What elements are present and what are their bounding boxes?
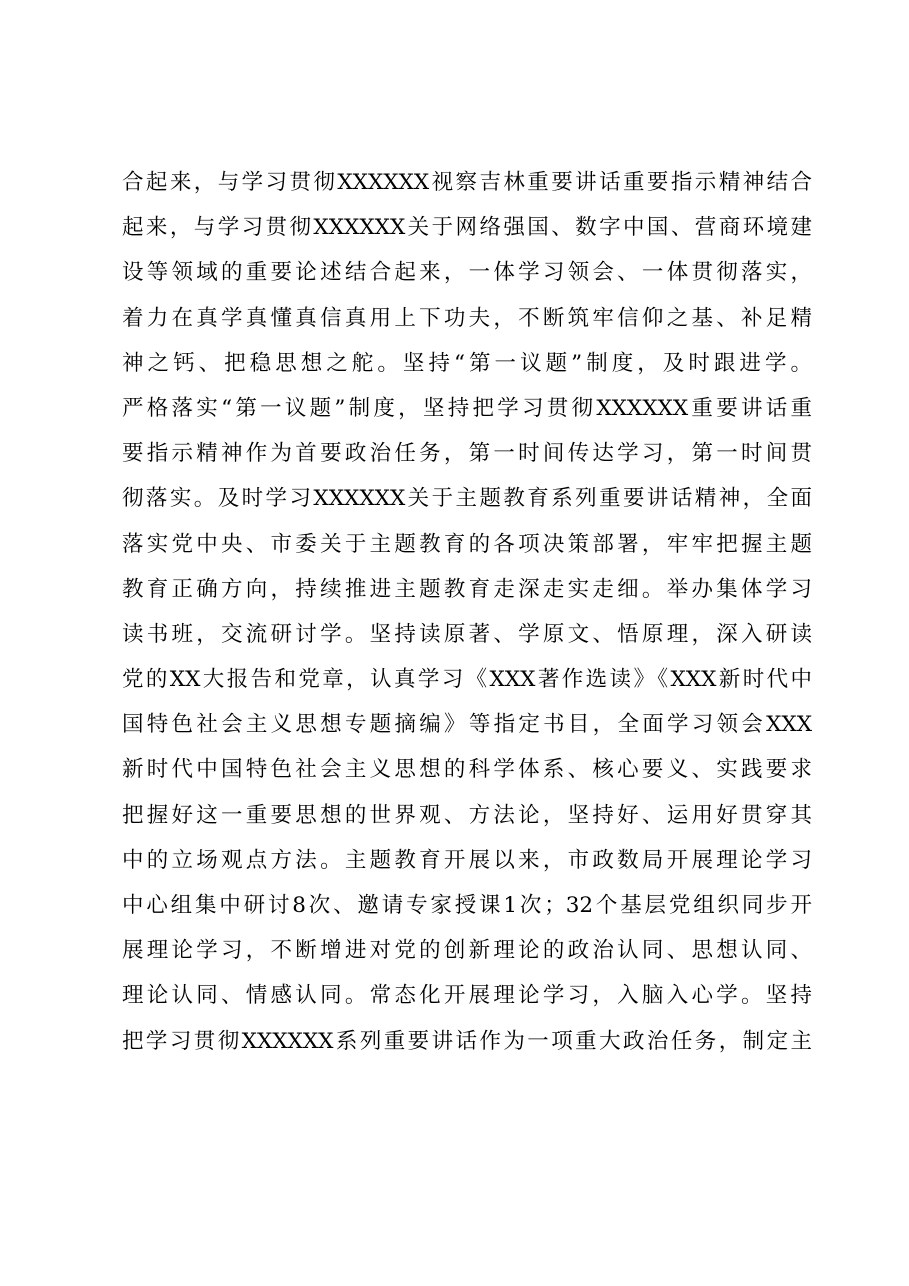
body-text [122, 160, 812, 1064]
text-line: 中心组集中研讨8次、邀请专家授课1次；32个基层党组织同步开 [122, 893, 812, 918]
text-line: 国特色社会主义思想专题摘编》等指定书目，全面学习领会XXX [122, 712, 812, 738]
text-line: 起来，与学习贯彻XXXXXX关于网络强国、数字中国、营商环境建 [122, 215, 812, 241]
text-line: 要指示精神作为首要政治任务，第一时间传达学习，第一时间贯 [122, 441, 812, 467]
text-line: 理论认同、情感认同。常态化开展理论学习，入脑入心学。坚持 [122, 983, 812, 1009]
text-line: 落实党中央、市委关于主题教育的各项决策部署，牢牢把握主题 [122, 531, 812, 557]
text-line: 合起来，与学习贯彻XXXXXX视察吉林重要讲话重要指示精神结合 [122, 170, 812, 195]
text-line: 严格落实“第一议题”制度，坚持把学习贯彻XXXXXX重要讲话重 [122, 395, 812, 421]
text-line: 设等领域的重要论述结合起来，一体学习领会、一体贯彻落实， [122, 260, 812, 286]
text-line: 教育正确方向，持续推进主题教育走深走实走细。举办集体学习 [122, 576, 812, 602]
text-line: 党的XX大报告和党章，认真学习《XXX著作选读》《XXX新时代中 [122, 667, 812, 693]
text-line: 神之钙、把稳思想之舵。坚持“第一议题”制度，及时跟进学。 [122, 350, 812, 376]
text-line: 展理论学习，不断增进对党的创新理论的政治认同、思想认同、 [122, 938, 812, 964]
text-line: 彻落实。及时学习XXXXXX关于主题教育系列重要讲话精神，全面 [122, 486, 812, 512]
text-line: 读书班，交流研讨学。坚持读原著、学原文、悟原理，深入研读 [122, 621, 812, 647]
text-line: 把学习贯彻XXXXXX系列重要讲话作为一项重大政治任务，制定主 [122, 1028, 812, 1054]
text-line: 中的立场观点方法。主题教育开展以来，市政数局开展理论学习 [122, 847, 812, 873]
text-line: 把握好这一重要思想的世界观、方法论，坚持好、运用好贯穿其 [122, 802, 812, 828]
text-line: 着力在真学真懂真信真用上下功夫，不断筑牢信仰之基、补足精 [122, 305, 812, 331]
text-line: 新时代中国特色社会主义思想的科学体系、核心要义、实践要求 [122, 757, 812, 783]
